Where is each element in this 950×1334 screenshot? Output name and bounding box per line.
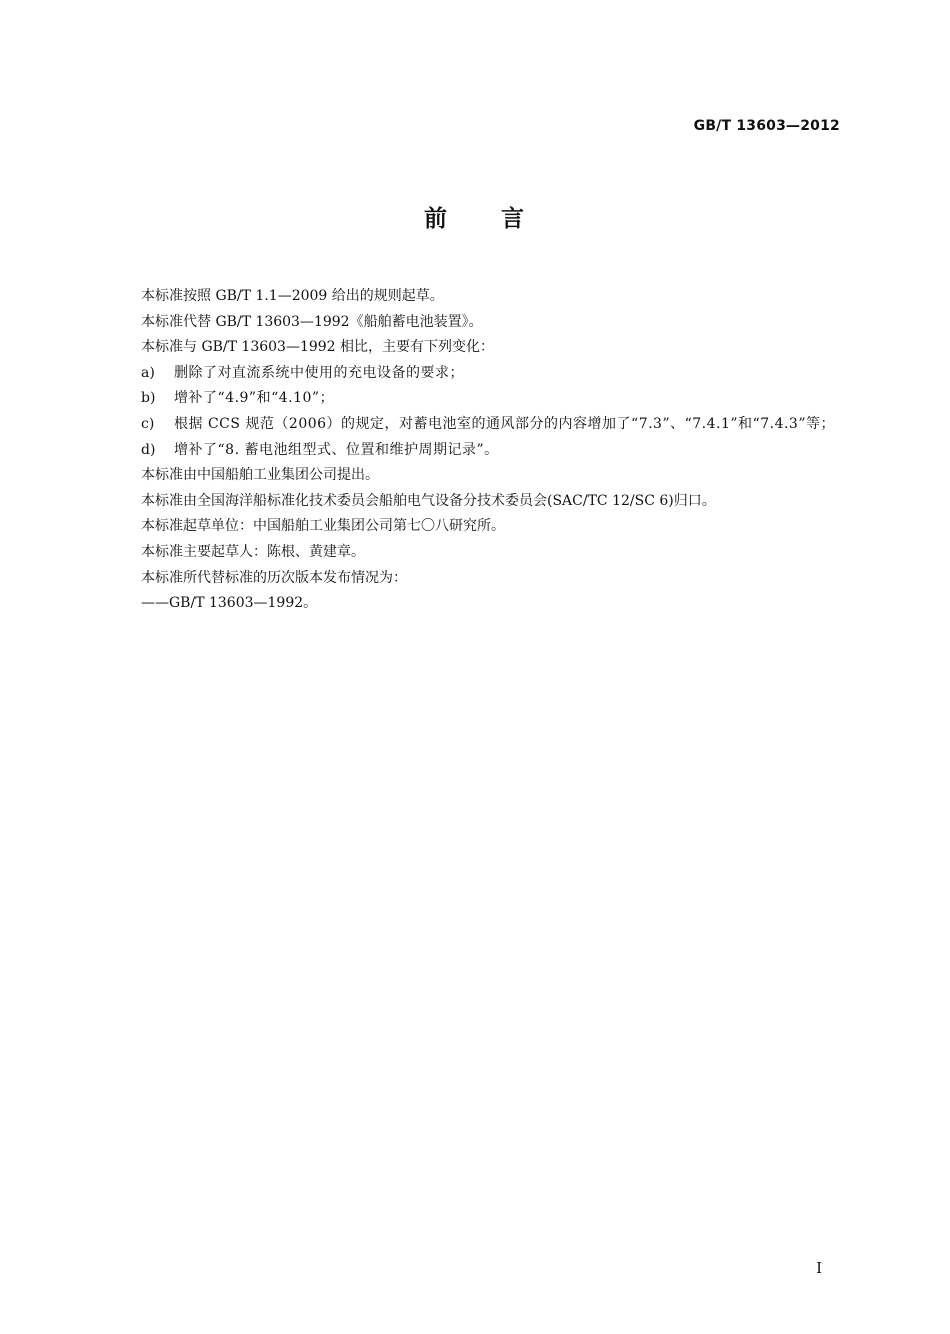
paragraph-history-item: ——GB/T 13603—1992。 <box>141 595 318 612</box>
list-text: 增补了“4.9”和“4.10”； <box>174 390 335 407</box>
title-char-2: 言 <box>501 206 526 232</box>
paragraph-drafting-rules: 本标准按照 GB/T 1.1—2009 给出的规则起草。 <box>141 288 444 304</box>
title-char-1: 前 <box>424 206 449 232</box>
list-text: 根据 CCS 规范（2006）的规定，对蓄电池室的通风部分的内容增加了“7.3”、“7.4.1”和“7.4.3”等； <box>174 415 835 432</box>
list-marker: a) <box>141 364 155 381</box>
list-text: 增补了“8. 蓄电池组型式、位置和维护周期记录”。 <box>174 441 499 458</box>
list-marker: b) <box>141 390 156 407</box>
standard-number: GB/T 13603—2012 <box>693 118 840 134</box>
list-marker: c) <box>141 415 155 432</box>
paragraph-drafters: 本标准主要起草人：陈根、黄建章。 <box>141 543 365 560</box>
page-title <box>0 200 950 233</box>
paragraph-drafting-unit: 本标准起草单位：中国船舶工业集团公司第七〇八研究所。 <box>141 518 505 535</box>
paragraph-history-intro: 本标准所代替标准的历次版本发布情况为： <box>141 569 407 586</box>
list-item <box>141 438 846 464</box>
list-item <box>141 361 846 387</box>
paragraph-committee: 本标准由全国海洋船标准化技术委员会船舶电气设备分技术委员会(SAC/TC 12/SC 6)归口。 <box>141 492 716 509</box>
list-item <box>141 386 846 412</box>
foreword-body <box>141 284 846 617</box>
list-marker: d) <box>141 441 156 458</box>
list-item <box>141 412 846 438</box>
list-text: 删除了对直流系统中使用的充电设备的要求； <box>174 364 464 381</box>
paragraph-proposer: 本标准由中国船舶工业集团公司提出。 <box>141 467 379 484</box>
page-number: I <box>816 1259 822 1277</box>
paragraph-changes-intro: 本标准与 GB/T 13603—1992 相比，主要有下列变化： <box>141 339 495 356</box>
paragraph-replaces: 本标准代替 GB/T 13603—1992《船舶蓄电池装置》。 <box>141 313 483 330</box>
